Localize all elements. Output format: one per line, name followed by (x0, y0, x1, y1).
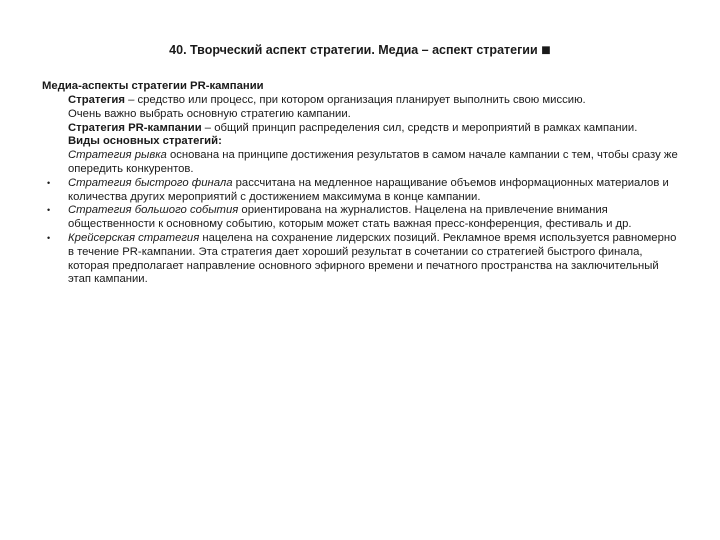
term-pr-strategy: Стратегия PR-кампании (68, 121, 202, 134)
list-item (47, 231, 680, 287)
list-item (47, 204, 680, 232)
paragraph-strategy-types (68, 135, 680, 149)
term-big-event: Стратегия большого события (68, 204, 239, 217)
paragraph-pr-strategy (68, 122, 680, 136)
term-strategy-types: Виды основных стратегий: (68, 135, 222, 148)
text-pr-strategy: – общий принцип распределения сил, средств и мероприятий в рамках кампании. (201, 121, 638, 134)
bullet-dot: • (47, 177, 51, 188)
text-rush-strategy: основана на принципе достижения результатов в самом начале кампании с тем, чтобы сразу же опередить конкурентов. (68, 149, 678, 175)
slide-title-text: 40. Творческий аспект стратегии. Медиа – аспект стратегии (169, 43, 538, 57)
term-fast-finish: Стратегия быстрого финала (68, 176, 233, 189)
text-choose-strategy: Очень важно выбрать основную стратегию кампании. (68, 107, 351, 120)
list-item (47, 176, 680, 205)
title-square-mark: ■ (541, 42, 551, 59)
section-heading: Медиа-аспекты стратегии PR-кампании (42, 80, 264, 92)
bullet-dot: • (47, 205, 51, 216)
slide-title (0, 42, 720, 60)
paragraph-rush-strategy (68, 149, 680, 177)
text-fast-finish: рассчитана на медленное наращивание объемов информационных материалов и количества других мероприятий с достижением максимума в конце кампании. (68, 176, 669, 203)
paragraph-strategy-definition (68, 94, 680, 108)
bullet-dot: • (47, 232, 51, 243)
term-rush-strategy: Стратегия рывка (68, 149, 167, 162)
term-cruise: Крейсерская стратегия (68, 231, 200, 244)
text-strategy: – средство или процесс, при котором организация планирует выполнить свою миссию. (124, 94, 586, 106)
text-cruise: нацелена на сохранение лидерских позиций. Рекламное время используется равномерно в течение PR-кампании. Эта стратегия дает хороший результат в сочетании со стратегией быстрого финала, которая предполагает направление основного эфирного времени и печатного пространства на заключительный этап кампании. (68, 231, 677, 286)
term-strategy: Стратегия (68, 94, 125, 106)
paragraph-choose-strategy (68, 108, 680, 122)
slide-body (47, 94, 680, 287)
text-big-event: ориентирована на журналистов. Нацелена на привлечение внимания общественности к основному событию, которым может стать важная пресс-конференция, фестиваль и др. (68, 204, 632, 231)
